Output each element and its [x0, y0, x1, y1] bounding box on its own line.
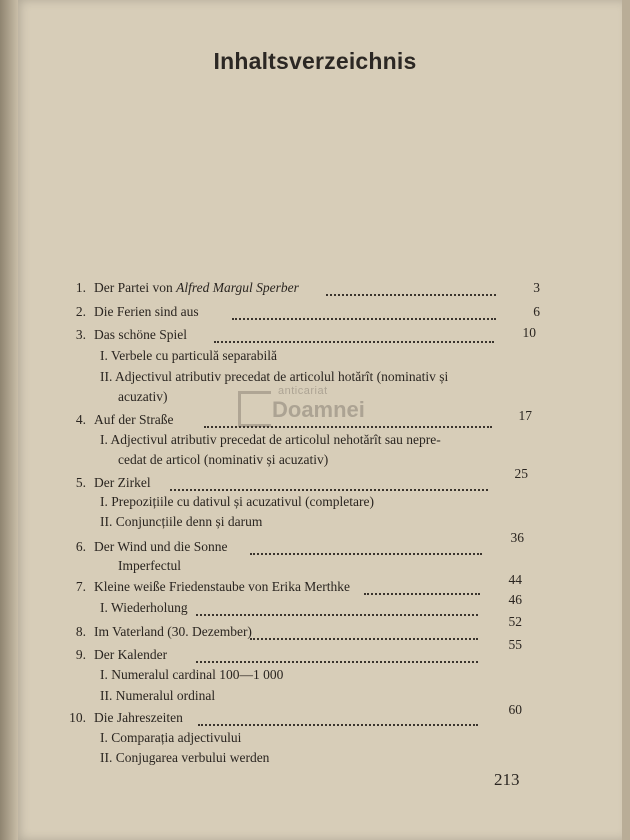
entry-page: 25 [514, 466, 528, 481]
entry-number: 6. [75, 539, 86, 554]
entry-page: 3 [533, 280, 540, 295]
leader-dots [196, 612, 478, 616]
entry-title: Im Vaterland (30. Dezember) [94, 624, 252, 639]
entry-title: Der Kalender [94, 647, 168, 662]
toc-subentry: II. Numeralul ordinal [100, 688, 216, 703]
leader-dots [214, 339, 494, 343]
page-number: 213 [494, 770, 520, 789]
entry-title: Die Jahreszeiten [94, 710, 183, 725]
toc-subentry: II. Conjuncțiile denn și darum [100, 514, 263, 529]
toc-subentry: II. Adjectivul atributiv precedat de articolul hotărît (nominativ și [100, 369, 449, 384]
entry-page: 52 [508, 614, 522, 629]
toc-subentry: II. Conjugarea verbului werden [100, 750, 270, 765]
toc-entry-4 [60, 412, 173, 428]
toc-subentry: I. Wiederholung [100, 600, 188, 615]
leader-dots [170, 487, 488, 491]
entry-number: 3. [75, 327, 86, 342]
toc-subentry: I. Adjectivul atributiv precedat de articolul nehotărît sau nepre- [100, 432, 441, 447]
toc-entry-10 [60, 710, 183, 726]
entry-number: 4. [75, 412, 86, 427]
entry-title: Auf der Straße [94, 412, 174, 427]
toc-entry-3 [60, 327, 187, 343]
toc-entry-1 [60, 280, 299, 296]
leader-dots [364, 591, 480, 595]
leader-dots [232, 316, 496, 320]
entry-number: 1. [75, 280, 86, 295]
entry-number: 7. [75, 579, 86, 594]
entry-title: Der Wind und die Sonne [94, 539, 228, 554]
toc-subentry: I. Prepozițiile cu dativul și acuzativul (completare) [100, 494, 375, 509]
page-title: Inhaltsverzeichnis [213, 48, 417, 74]
entry-number: 10. [69, 710, 86, 725]
toc-subentry: Imperfectul [118, 558, 181, 573]
toc-entry-6 [60, 539, 227, 555]
entry-page: 60 [508, 702, 522, 717]
leader-dots [198, 722, 478, 726]
entry-page: 55 [508, 637, 522, 652]
watermark-small-text: anticariat [278, 385, 328, 397]
toc-subentry: acuzativ) [118, 389, 168, 404]
toc-subentry: I. Numeralul cardinal 100—1 000 [100, 667, 284, 682]
toc-entry-2 [60, 304, 199, 320]
leader-dots [250, 636, 478, 640]
entry-title: Das schöne Spiel [94, 327, 187, 342]
entry-page: 10 [522, 325, 536, 340]
toc-entry-7 [60, 579, 350, 595]
toc-subentry: I. Comparația adjectivului [100, 730, 242, 745]
watermark-big-text: Doamnei [272, 397, 365, 422]
entry-title: Der Zirkel [94, 475, 151, 490]
entry-number: 9. [75, 647, 86, 662]
leader-dots [196, 659, 478, 663]
entry-author: Alfred Margul Sperber [176, 280, 299, 295]
entry-number: 2. [75, 304, 86, 319]
entry-page: 17 [518, 408, 532, 423]
toc-entry-8 [60, 624, 252, 640]
entry-page: 36 [510, 530, 524, 545]
toc-entry-5 [60, 475, 151, 491]
leader-dots [326, 292, 496, 296]
entry-number: 8. [75, 624, 86, 639]
toc-subentry: cedat de articol (nominativ și acuzativ) [118, 452, 329, 467]
entry-page: 6 [533, 304, 540, 319]
subentry-page: 46 [508, 592, 522, 607]
entry-title: Kleine weiße Friedenstaube von Erika Merthke [94, 579, 351, 594]
entry-number: 5. [75, 475, 86, 490]
entry-title: Der Partei von [94, 280, 177, 295]
toc-entry-9 [60, 647, 167, 663]
leader-dots [204, 424, 492, 428]
leader-dots [250, 551, 482, 555]
toc-subentry: I. Verbele cu particulă separabilă [100, 348, 278, 363]
entry-page: 44 [508, 572, 522, 587]
entry-title: Die Ferien sind aus [94, 304, 199, 319]
